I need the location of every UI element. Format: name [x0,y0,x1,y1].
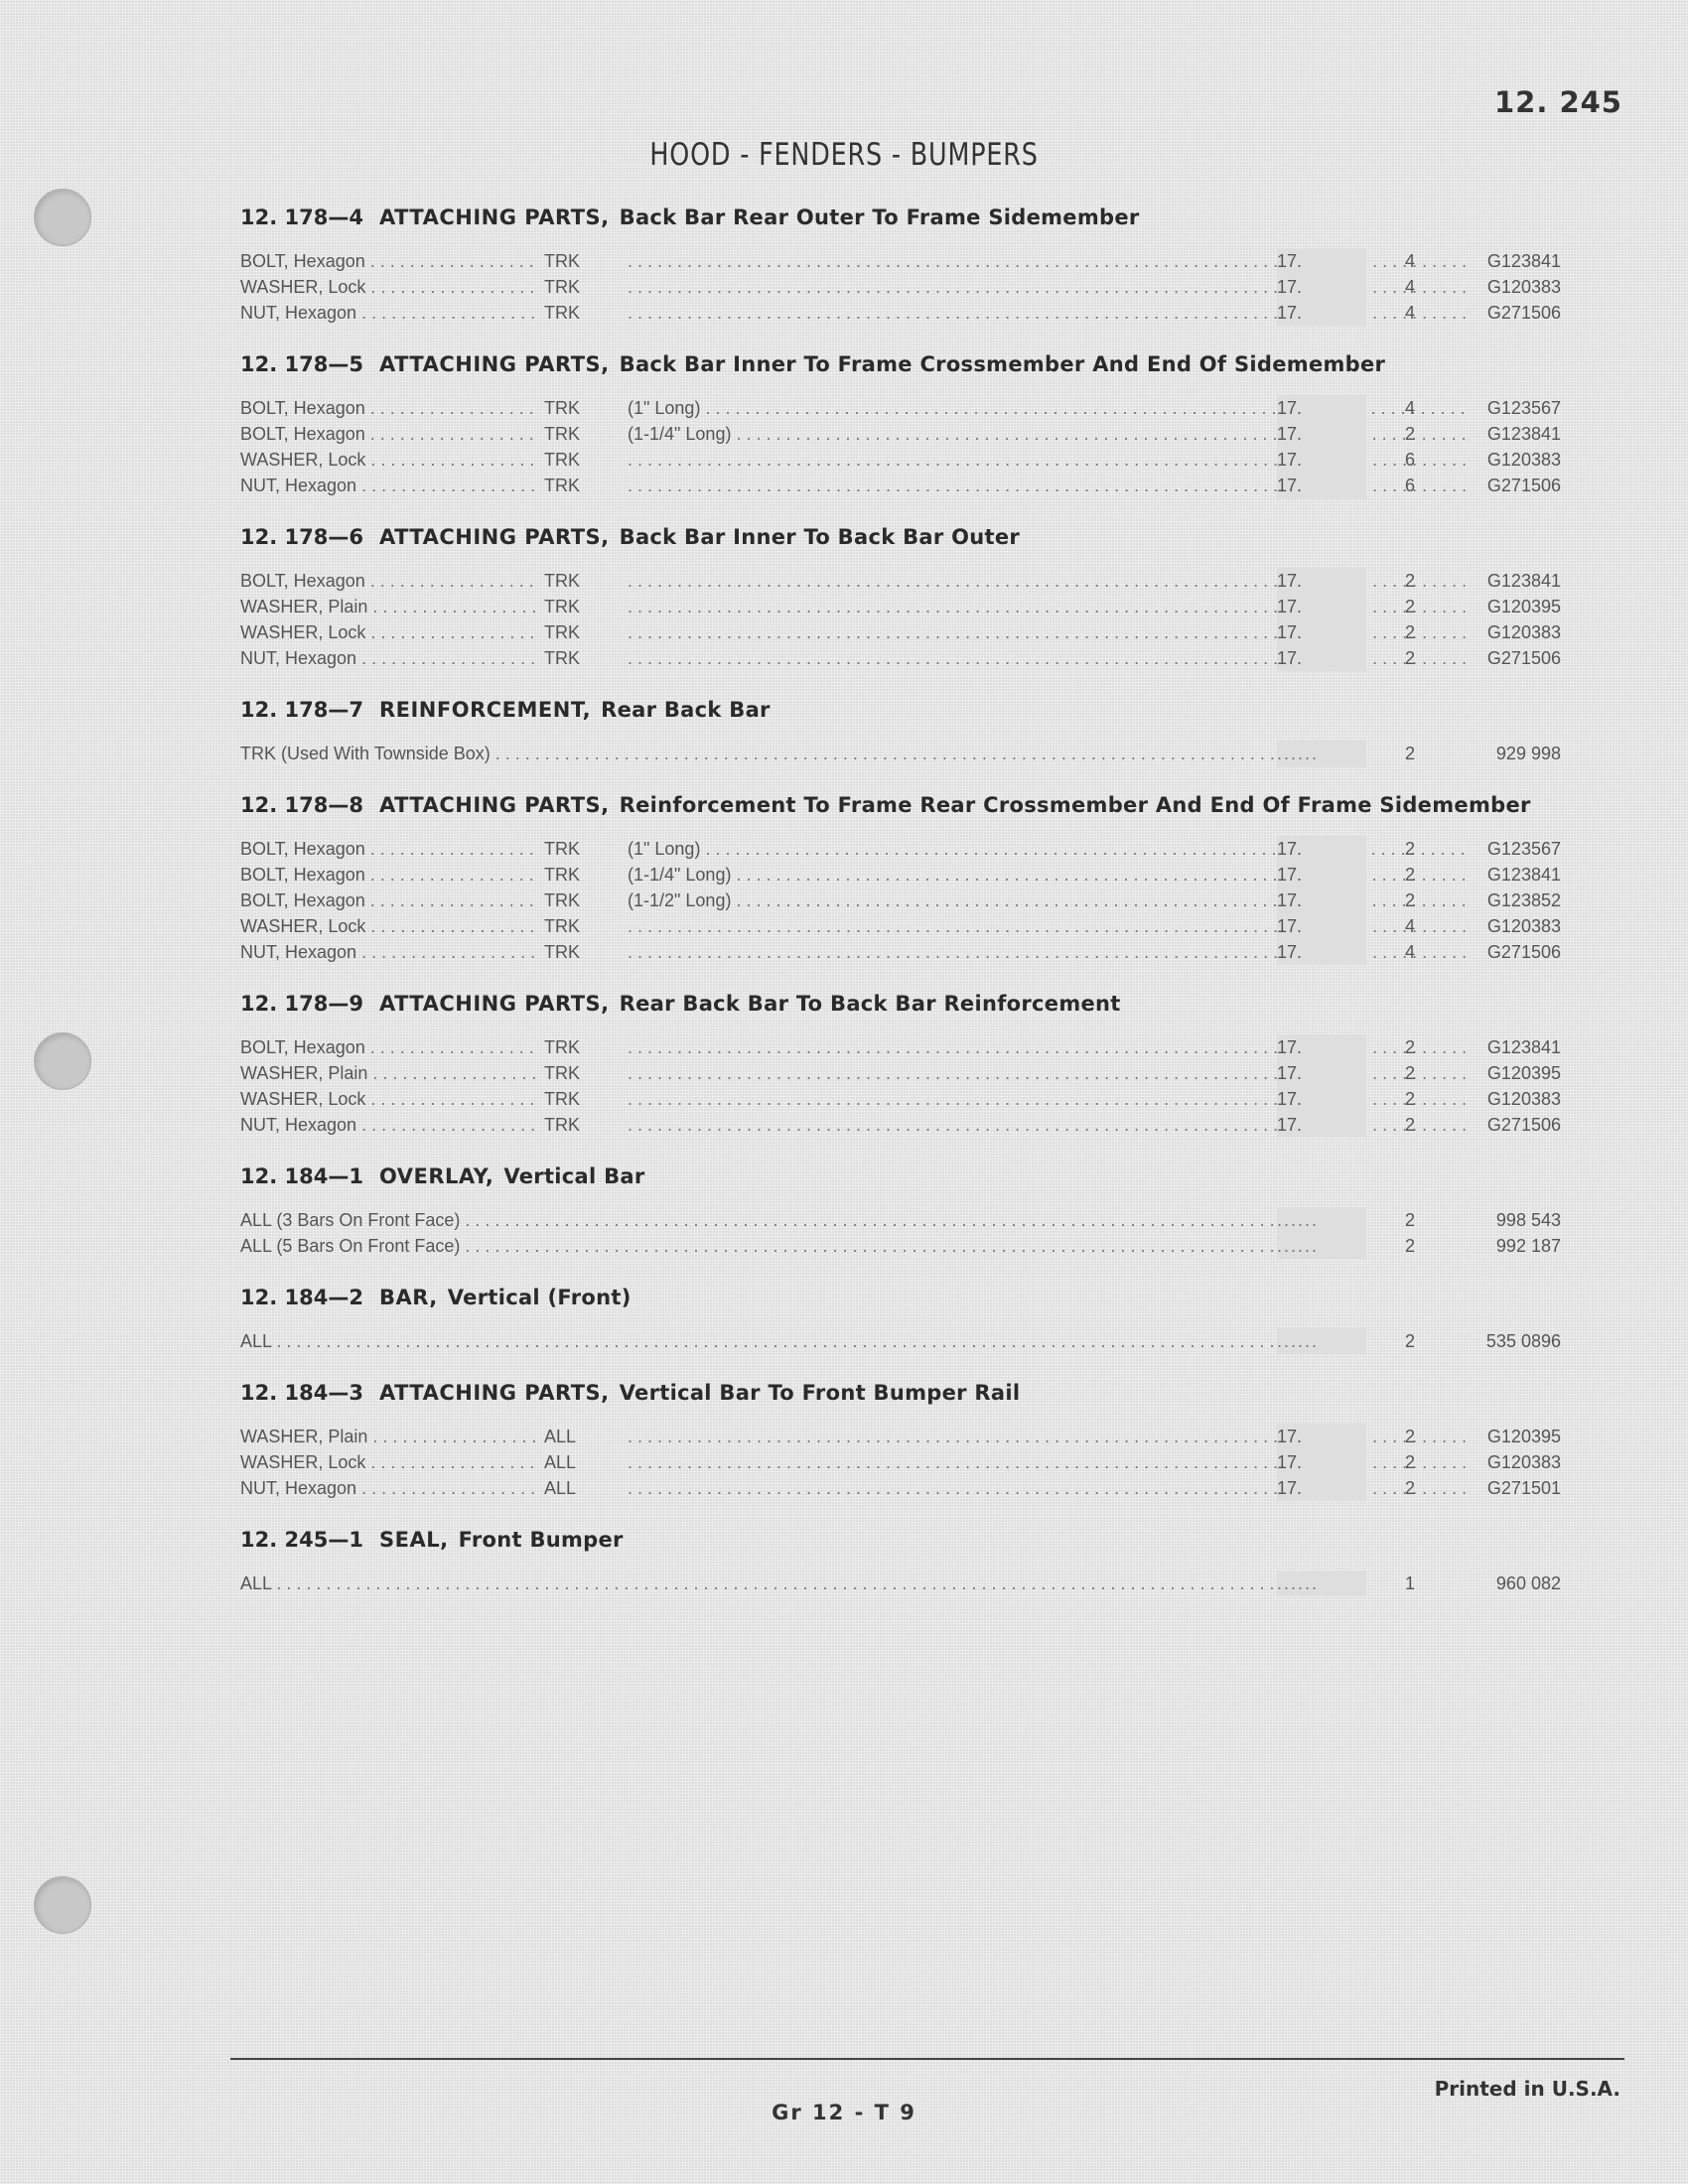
group-number: 17. [1277,300,1366,326]
parts-section [240,347,1561,498]
part-row [240,1328,1561,1354]
section-name: BAR, [378,1286,438,1309]
parts-section [240,1281,1561,1354]
part-number: G123567 [1486,398,1561,418]
parts-section [240,520,1561,671]
section-name: ATTACHING PARTS, [378,793,610,817]
model-code: TRK [544,1115,580,1135]
part-number: 992 187 [1495,1236,1561,1256]
group-number: 17. [1277,473,1366,498]
part-row [240,274,1561,300]
part-row [240,473,1561,498]
quantity: 2 [1404,1063,1415,1083]
group-number: 17. [1277,887,1366,913]
section-heading [240,987,1561,1021]
part-description: ALL (5 Bars On Front Face) . . . [240,1233,1352,1259]
section-description: Vertical (Front) [447,1286,632,1309]
part-number: G271501 [1486,1478,1561,1498]
section-name: ATTACHING PARTS, [378,352,610,376]
part-number: G120383 [1486,916,1561,936]
quantity: 2 [1404,571,1415,591]
group-number: 17. [1277,862,1366,887]
quantity: 4 [1404,251,1415,271]
model-code: TRK [544,476,580,495]
model-code: TRK [544,916,580,936]
part-note: (1-1/4" Long) . . . [628,421,1472,447]
quantity: 6 [1404,476,1415,495]
group-number: 17. [1277,1424,1366,1449]
part-row [240,836,1561,862]
part-row [240,887,1561,913]
quantity: 2 [1404,597,1415,616]
leader-dots: ...... [1277,1233,1366,1259]
model-code: TRK [544,424,580,444]
model-code: TRK [544,839,580,859]
part-row [240,1034,1561,1060]
parts-section [240,1376,1561,1501]
part-note: (1" Long) . . . [628,836,1472,862]
quantity: 2 [1404,1427,1415,1446]
section-description: Back Bar Inner To Back Bar Outer [619,525,1021,549]
binder-hole-middle [34,1032,91,1090]
part-row [240,1060,1561,1086]
part-note: (1-1/2" Long) . . . [628,887,1472,913]
part-row [240,395,1561,421]
part-note: (1" Long) . . . [628,395,1472,421]
part-row [240,447,1561,473]
part-row [240,300,1561,326]
parts-section [240,201,1561,326]
part-name: NUT, Hexagon . . . [240,473,538,498]
model-code: TRK [544,890,580,910]
part-name: NUT, Hexagon . . . [240,1475,538,1501]
group-number: 17. [1277,568,1366,594]
group-number: 17. [1277,421,1366,447]
part-number: G271506 [1486,1115,1561,1135]
section-code: 12. 178—4 [240,205,363,229]
part-name: WASHER, Lock . . . [240,447,538,473]
group-number: 17. [1277,1112,1366,1138]
part-row [240,862,1561,887]
model-code: TRK [544,251,580,271]
model-code: TRK [544,571,580,591]
section-code: 12. 184—3 [240,1381,363,1405]
model-code: TRK [544,942,580,962]
part-number: G123567 [1486,839,1561,859]
section-name: ATTACHING PARTS, [378,205,610,229]
model-code: TRK [544,865,580,885]
group-number: 17. [1277,594,1366,619]
part-number: G120383 [1486,277,1561,297]
parts-section [240,1523,1561,1596]
model-code: TRK [544,398,580,418]
quantity: 2 [1404,890,1415,910]
group-number: 17. [1277,913,1366,939]
section-name: ATTACHING PARTS, [378,992,610,1016]
part-row [240,1475,1561,1501]
part-name: BOLT, Hexagon . . . [240,1034,538,1060]
part-number: G271506 [1486,942,1561,962]
section-code: 12. 245—1 [240,1528,363,1552]
group-number: 17. [1277,645,1366,671]
part-row [240,1207,1561,1233]
group-number: 17. [1277,1475,1366,1501]
section-heading [240,693,1561,727]
part-name: BOLT, Hexagon . . . [240,836,538,862]
model-code: TRK [544,1063,580,1083]
section-name: OVERLAY, [378,1164,494,1188]
part-name: BOLT, Hexagon . . . [240,862,538,887]
section-heading [240,1281,1561,1314]
model-code: TRK [544,303,580,323]
printed-in-label: Printed in U.S.A. [1434,2077,1620,2101]
binder-hole-top [34,189,91,246]
model-code: ALL [544,1427,577,1446]
part-number: G271506 [1486,476,1561,495]
part-number: G123841 [1486,424,1561,444]
leader-dots: ...... [1277,741,1366,766]
part-note: (1-1/4" Long) . . . [628,862,1472,887]
page-title: HOOD - FENDERS - BUMPERS [649,137,1039,173]
part-number: G120383 [1486,1089,1561,1109]
group-number: 17. [1277,248,1366,274]
parts-list [240,201,1561,1618]
group-number: 17. [1277,395,1366,421]
binder-hole-bottom [34,1876,91,1934]
part-name: WASHER, Lock . . . [240,1449,538,1475]
section-name: ATTACHING PARTS, [378,525,610,549]
part-name: NUT, Hexagon . . . [240,939,538,965]
part-number: 929 998 [1495,744,1561,763]
section-heading [240,1376,1561,1410]
part-number: G123841 [1486,571,1561,591]
quantity: 2 [1404,865,1415,885]
quantity: 2 [1404,744,1415,763]
quantity: 1 [1404,1573,1415,1593]
section-description: Vertical Bar To Front Bumper Rail [619,1381,1021,1405]
section-heading [240,788,1561,822]
part-name: WASHER, Lock . . . [240,913,538,939]
quantity: 6 [1404,450,1415,470]
section-description: Rear Back Bar [601,698,771,722]
part-name: WASHER, Lock . . . [240,274,538,300]
part-description: ALL (3 Bars On Front Face) . . . [240,1207,1352,1233]
quantity: 4 [1404,398,1415,418]
section-code: 12. 184—1 [240,1164,363,1188]
section-heading [240,347,1561,381]
part-row [240,939,1561,965]
quantity: 4 [1404,916,1415,936]
part-description: ALL . . . [240,1570,1352,1596]
model-code: TRK [544,450,580,470]
group-number: 17. [1277,1449,1366,1475]
part-number: 535 0896 [1485,1331,1561,1351]
part-number: G123841 [1486,1037,1561,1057]
leader-dots: ...... [1277,1570,1366,1596]
group-number: 17. [1277,1060,1366,1086]
part-name: BOLT, Hexagon . . . [240,887,538,913]
section-description: Back Bar Rear Outer To Frame Sidemember [619,205,1140,229]
section-name: SEAL, [378,1528,449,1552]
part-name: WASHER, Lock . . . [240,619,538,645]
part-row [240,1086,1561,1112]
quantity: 2 [1404,1115,1415,1135]
section-code: 12. 178—8 [240,793,363,817]
section-code: 12. 178—6 [240,525,363,549]
model-code: TRK [544,597,580,616]
part-number: G123841 [1486,865,1561,885]
section-description: Back Bar Inner To Frame Crossmember And End Of Sidemember [619,352,1386,376]
section-heading [240,1523,1561,1557]
leader-dots: ...... [1277,1328,1366,1354]
part-row [240,1233,1561,1259]
parts-section [240,987,1561,1138]
part-name: WASHER, Plain . . . [240,1060,538,1086]
part-name: WASHER, Plain . . . [240,594,538,619]
part-number: G123841 [1486,251,1561,271]
group-number: 17. [1277,619,1366,645]
quantity: 4 [1404,277,1415,297]
part-name: WASHER, Plain . . . [240,1424,538,1449]
part-name: BOLT, Hexagon . . . [240,568,538,594]
part-row [240,421,1561,447]
quantity: 4 [1404,942,1415,962]
model-code: TRK [544,1089,580,1109]
page-number: 12. 245 [1493,85,1622,119]
quantity: 2 [1404,424,1415,444]
part-row [240,594,1561,619]
part-name: BOLT, Hexagon . . . [240,248,538,274]
section-code: 12. 178—7 [240,698,363,722]
part-name: NUT, Hexagon . . . [240,645,538,671]
leader-dots: ...... [1277,1207,1366,1233]
quantity: 2 [1404,839,1415,859]
part-name: WASHER, Lock . . . [240,1086,538,1112]
group-number: 17. [1277,1034,1366,1060]
part-row [240,913,1561,939]
part-row [240,741,1561,766]
section-name: REINFORCEMENT, [378,698,592,722]
part-description: ALL . . . [240,1328,1352,1354]
section-heading [240,1160,1561,1193]
part-number: G120395 [1486,597,1561,616]
part-number: G123852 [1486,890,1561,910]
part-number: G120383 [1486,622,1561,642]
group-number: 17. [1277,939,1366,965]
section-heading [240,201,1561,234]
part-row [240,1112,1561,1138]
part-number: G120395 [1486,1063,1561,1083]
quantity: 4 [1404,303,1415,323]
group-number: 17. [1277,836,1366,862]
quantity: 2 [1404,648,1415,668]
model-code: ALL [544,1452,577,1472]
part-number: 960 082 [1495,1573,1561,1593]
part-number: G271506 [1486,303,1561,323]
part-name: NUT, Hexagon . . . [240,300,538,326]
quantity: 2 [1404,1236,1415,1256]
section-description: Rear Back Bar To Back Bar Reinforcement [619,992,1121,1016]
parts-section [240,788,1561,965]
section-code: 12. 178—9 [240,992,363,1016]
section-heading [240,520,1561,554]
part-number: G120395 [1486,1427,1561,1446]
section-name: ATTACHING PARTS, [378,1381,610,1405]
model-code: ALL [544,1478,577,1498]
section-description: Reinforcement To Frame Rear Crossmember And End Of Frame Sidemember [619,793,1531,817]
section-code: 12. 178—5 [240,352,363,376]
part-row [240,568,1561,594]
group-number: 17. [1277,1086,1366,1112]
parts-section [240,1160,1561,1259]
part-number: G120383 [1486,450,1561,470]
section-description: Vertical Bar [503,1164,645,1188]
part-row [240,1424,1561,1449]
part-number: G271506 [1486,648,1561,668]
quantity: 2 [1404,1331,1415,1351]
group-number: 17. [1277,447,1366,473]
part-name: NUT, Hexagon . . . [240,1112,538,1138]
footer-code: Gr 12 - T 9 [772,2101,916,2124]
part-name: BOLT, Hexagon . . . [240,421,538,447]
part-row [240,619,1561,645]
part-number: 998 543 [1495,1210,1561,1230]
quantity: 2 [1404,1037,1415,1057]
model-code: TRK [544,648,580,668]
quantity: 2 [1404,1452,1415,1472]
footer-divider [230,2058,1624,2060]
part-row [240,1449,1561,1475]
part-description: TRK (Used With Townside Box) . . . [240,741,1352,766]
section-code: 12. 184—2 [240,1286,363,1309]
group-number: 17. [1277,274,1366,300]
part-name: BOLT, Hexagon . . . [240,395,538,421]
parts-section [240,693,1561,766]
part-row [240,645,1561,671]
quantity: 2 [1404,622,1415,642]
part-number: G120383 [1486,1452,1561,1472]
quantity: 2 [1404,1210,1415,1230]
model-code: TRK [544,1037,580,1057]
part-row [240,1570,1561,1596]
quantity: 2 [1404,1478,1415,1498]
model-code: TRK [544,277,580,297]
part-row [240,248,1561,274]
model-code: TRK [544,622,580,642]
quantity: 2 [1404,1089,1415,1109]
section-description: Front Bumper [458,1528,624,1552]
